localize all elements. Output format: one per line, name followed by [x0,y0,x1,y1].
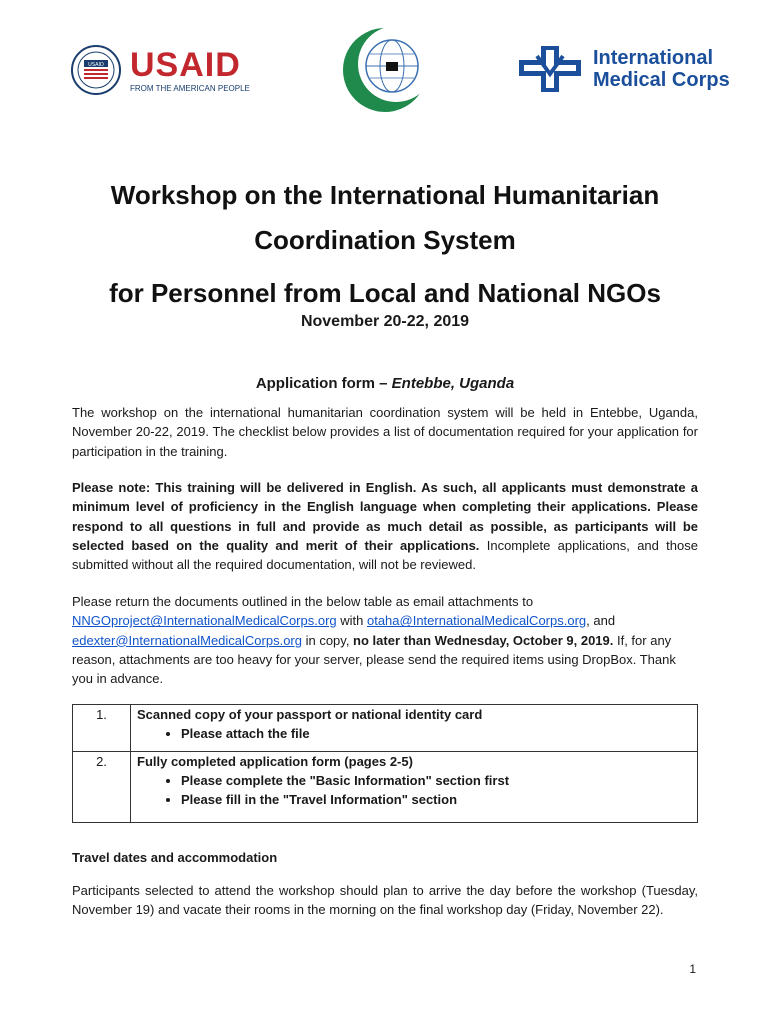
note-normal-text: Incomplete applications, and those submitted without all the required documentation, will not be reviewed. [72,537,698,573]
oic-logo [330,18,440,133]
usaid-tagline: FROM THE AMERICAN PEOPLE [130,83,250,93]
email-link-otaha[interactable]: otaha@InternationalMedicalCorps.org [366,613,587,629]
usaid-seal-icon [70,44,122,96]
checklist-title: Fully completed application form (pages 2-5) [137,754,413,769]
application-label: Application form – [255,375,392,392]
imc-logo [515,44,730,94]
email-link-nngoproject[interactable]: NNGOproject@InternationalMedicalCorps.org [72,613,337,629]
return-text-4: in copy, [301,632,354,648]
checklist-table [72,704,698,823]
header-logos [0,30,770,120]
usaid-logo [70,44,250,96]
svg-text:USAID: USAID [88,62,104,68]
checklist-bullet: • Please attach the file [181,724,691,743]
title-line-1: Workshop on the International Humanitarian [110,180,660,210]
imc-wordmark-line2: Medical Corps [593,69,730,91]
crescent-globe-icon [330,18,440,128]
checklist-title: Scanned copy of your passport or national identity card [137,707,483,722]
checklist-row [73,705,698,752]
title-line-2: Coordination System [254,225,516,255]
checklist-row [73,752,698,823]
workshop-date: November 20-22, 2019 [300,313,470,330]
usaid-wordmark: USAID [130,45,241,84]
note-paragraph [72,478,698,574]
title-line-3: for Personnel from Local and National NGOs [109,278,661,308]
imc-wordmark-line1: International [593,47,714,69]
travel-paragraph: Participants selected to attend the workshop should plan to arrive the day before the workshop (Tuesday, November 19) and vacate their rooms in the morning on the final workshop day (Friday, November 22). [72,883,698,918]
travel-heading: Travel dates and accommodation [72,850,278,865]
application-form-heading [60,375,710,392]
return-text-3: , and [586,613,616,629]
return-text-5: If, for any reason, attachments are too heavy for your server, please send the required items using DropBox. Thank you in advance. [72,632,676,687]
return-text-2: with [336,613,367,629]
intro-paragraph: The workshop on the international humanitarian coordination system will be held in Entebbe, Uganda, November 20-22, 2019. The checklist below provides a list of documentation required for your application for participation in the training. [72,405,698,459]
email-link-edexter[interactable]: edexter@InternationalMedicalCorps.org [72,632,302,648]
checklist-number: 2. [73,752,131,823]
deadline-text: no later than Wednesday, October 9, 2019. [353,632,614,648]
return-instructions [72,592,698,688]
note-bold-text: Please note: This training will be delivered in English. As such, all applicants must demonstrate a minimum level of proficiency in the English language when completing their applications. Please respond to all questions in full and provide as much detail as possible, as participants will be selected based on the quality and merit of their applications. [72,480,698,553]
page-number: 1 [689,962,696,976]
checklist-content [131,705,698,752]
checklist-bullet: • Please fill in the "Travel Information" section [181,790,691,809]
checklist-bullet: • Please complete the "Basic Information" section first [181,771,691,790]
application-location: Entebbe, Uganda [391,375,515,392]
checklist-content [131,752,698,823]
return-text-1: Please return the documents outlined in the below table as email attachments to [72,594,534,609]
imc-emblem-icon [515,44,585,94]
checklist-number: 1. [73,705,131,752]
